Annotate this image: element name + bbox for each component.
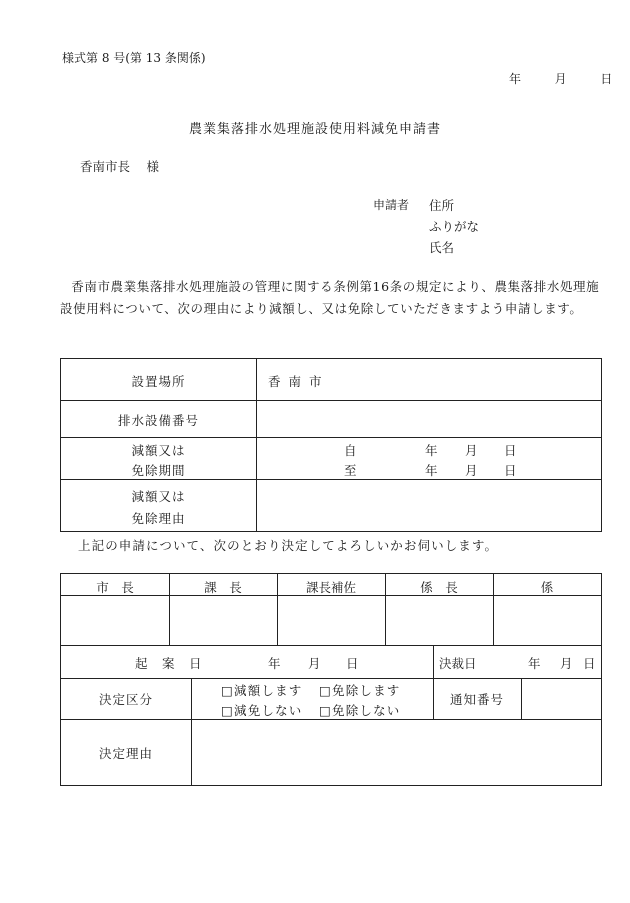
option-reduce[interactable]: □減額します — [221, 683, 303, 698]
header-mayor: 市 長 — [96, 580, 134, 595]
t2-hline — [61, 645, 601, 646]
decision-reason-label: 決定理由 — [98, 746, 153, 761]
drafted-date-label: 起 案 日 — [135, 656, 203, 671]
drainage-number-field[interactable] — [257, 401, 602, 437]
applicant-furigana-label: ふりがな — [429, 219, 480, 234]
decided-date-label: 決裁日 — [439, 656, 477, 671]
addressee: 香南市長 様 — [80, 159, 159, 174]
document-title: 農業集落排水処理施設使用料減免申請書 — [188, 122, 441, 137]
period-to-label: 至 — [344, 463, 357, 478]
applicant-address-label: 住所 — [429, 198, 455, 213]
table1-row-divider — [61, 437, 601, 438]
header-section-chief: 課 長 — [204, 580, 242, 595]
reason-label-line1: 減額又は — [131, 489, 186, 504]
notice-number-label: 通知番号 — [449, 692, 504, 707]
date-month: 月 — [554, 72, 567, 86]
period-from-year: 年 — [425, 443, 438, 458]
date-header — [509, 70, 612, 87]
date-year: 年 — [509, 72, 522, 86]
header-staff: 係 — [540, 580, 554, 595]
period-to-day: 日 — [504, 463, 517, 478]
applicant-label: 申請者 — [373, 198, 410, 212]
t2-vline — [521, 678, 522, 719]
form-number: 様式第 8 号(第 13 条関係) — [62, 51, 206, 65]
drainage-number-label: 排水設備番号 — [117, 413, 199, 428]
drafted-month: 月 — [308, 656, 321, 671]
header-unit-chief: 係 長 — [420, 580, 458, 595]
header-deputy-chief: 課長補佐 — [305, 580, 356, 595]
application-details-table — [60, 358, 602, 532]
period-label-line1: 減額又は — [131, 443, 186, 458]
period-from-label: 自 — [344, 443, 357, 458]
decision-intro-text: 上記の申請について、次のとおり決定してよろしいかお伺いします。 — [78, 538, 499, 553]
location-value: 香 南 市 — [268, 374, 324, 389]
option-exempt[interactable]: □免除します — [319, 683, 401, 698]
option-no-exemption[interactable]: □免除しない — [319, 703, 401, 718]
period-from-month: 月 — [465, 443, 478, 458]
application-body-text: 香南市農業集落排水処理施設の管理に関する条例第16条の規定により、農集落排水処理施設使用料について、次の理由により減額し、又は免除していただきますよう申請します。 — [60, 279, 600, 316]
period-label-line2: 免除期間 — [131, 463, 186, 478]
t2-hline — [61, 678, 601, 679]
drafted-year: 年 — [268, 656, 281, 671]
drafted-day: 日 — [346, 656, 359, 671]
decision-table — [60, 573, 602, 786]
decision-class-label: 決定区分 — [98, 692, 153, 707]
decided-day: 日 — [583, 656, 596, 671]
location-label: 設置場所 — [131, 374, 186, 389]
option-no-reduction[interactable]: □減免しない — [221, 703, 303, 718]
t2-vline — [433, 645, 434, 678]
t2-hline — [61, 719, 601, 720]
period-to-month: 月 — [465, 463, 478, 478]
reason-label-line2: 免除理由 — [131, 511, 186, 526]
period-to-year: 年 — [425, 463, 438, 478]
decided-month: 月 — [560, 656, 573, 671]
period-from-day: 日 — [504, 443, 517, 458]
date-day: 日 — [600, 72, 613, 86]
t2-vline — [191, 678, 192, 785]
reason-field[interactable] — [257, 480, 602, 532]
applicant-name-label: 氏名 — [429, 240, 455, 255]
decided-year: 年 — [528, 656, 541, 671]
